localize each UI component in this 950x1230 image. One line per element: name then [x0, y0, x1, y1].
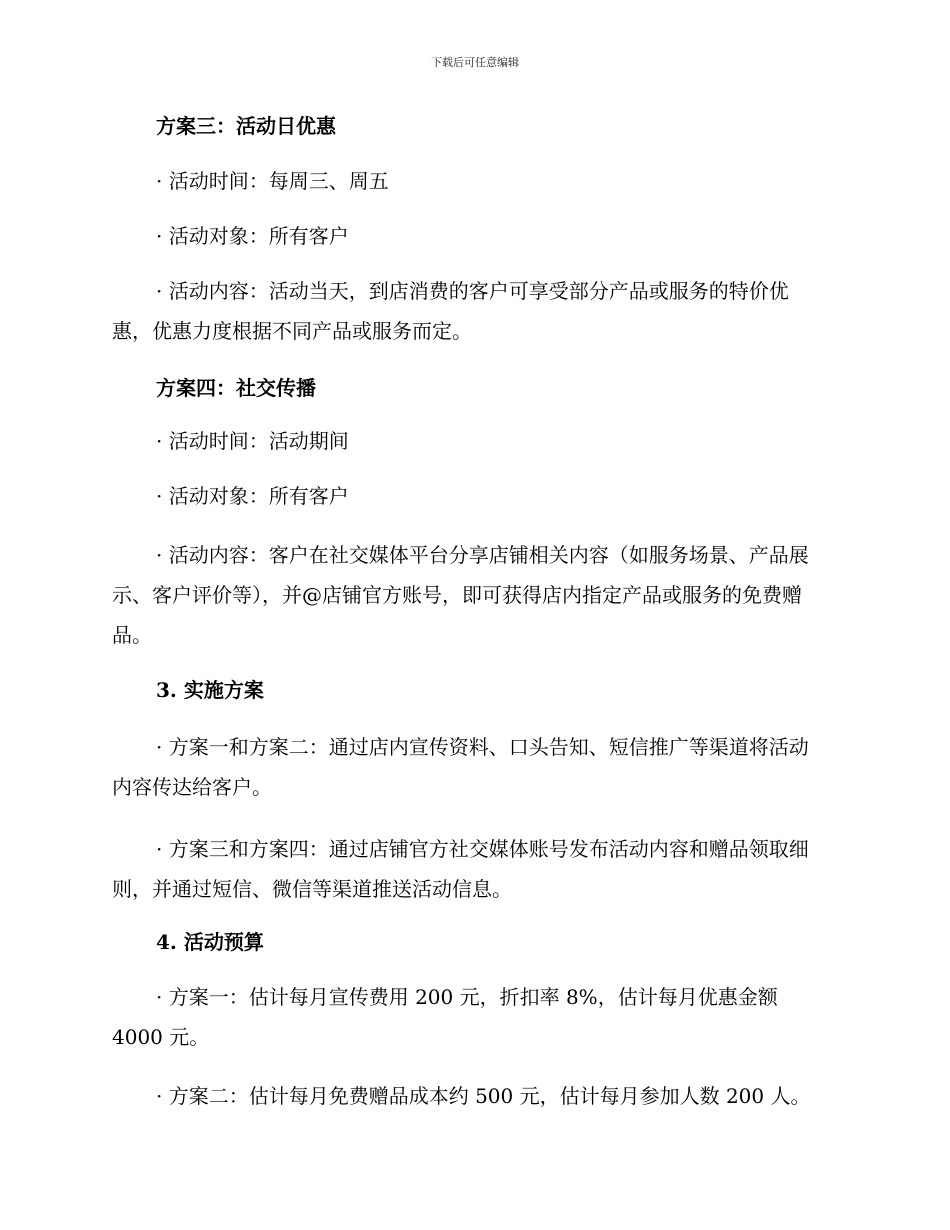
paragraph-activity-target: · 活动对象：所有客户 — [156, 484, 349, 508]
paragraph-budget-one: · 方案一：估计每月宣传费用 200 元，折扣率 8%，估计每月优惠金额 4000 元。 — [112, 985, 778, 1049]
paragraph-implementation-two: · 方案三和方案四：通过店铺官方社交媒体账号发布活动内容和赠品领取细则，并通过短信、微信等渠道推送活动信息。 — [112, 837, 809, 901]
paragraph-activity-content: · 活动内容：客户在社交媒体平台分享店铺相关内容（如服务场景、产品展示、客户评价等），并@店铺官方账号，即可获得店内指定产品或服务的免费赠品。 — [112, 543, 809, 647]
paragraph-implementation-one: · 方案一和方案二：通过店内宣传资料、口头告知、短信推广等渠道将活动内容传达给客户。 — [112, 735, 809, 799]
paragraph-activity-target: · 活动对象：所有客户 — [156, 224, 349, 248]
paragraph-activity-time: · 活动时间：每周三、周五 — [156, 169, 389, 193]
section-heading-implementation: 3. 实施方案 — [156, 678, 264, 702]
paragraph-activity-time: · 活动时间：活动期间 — [156, 429, 349, 453]
section-heading-budget: 4. 活动预算 — [156, 930, 264, 954]
paragraph-budget-two: · 方案二：估计每月免费赠品成本约 500 元，估计每月参加人数 200 人。 — [156, 1084, 811, 1108]
page-header: 下载后可任意编辑 — [431, 56, 519, 69]
section-heading-plan-three: 方案三：活动日优惠 — [156, 114, 336, 138]
section-heading-plan-four: 方案四：社交传播 — [156, 376, 316, 400]
paragraph-activity-content: · 活动内容：活动当天，到店消费的客户可享受部分产品或服务的特价优惠，优惠力度根据不同产品或服务而定。 — [112, 279, 789, 343]
